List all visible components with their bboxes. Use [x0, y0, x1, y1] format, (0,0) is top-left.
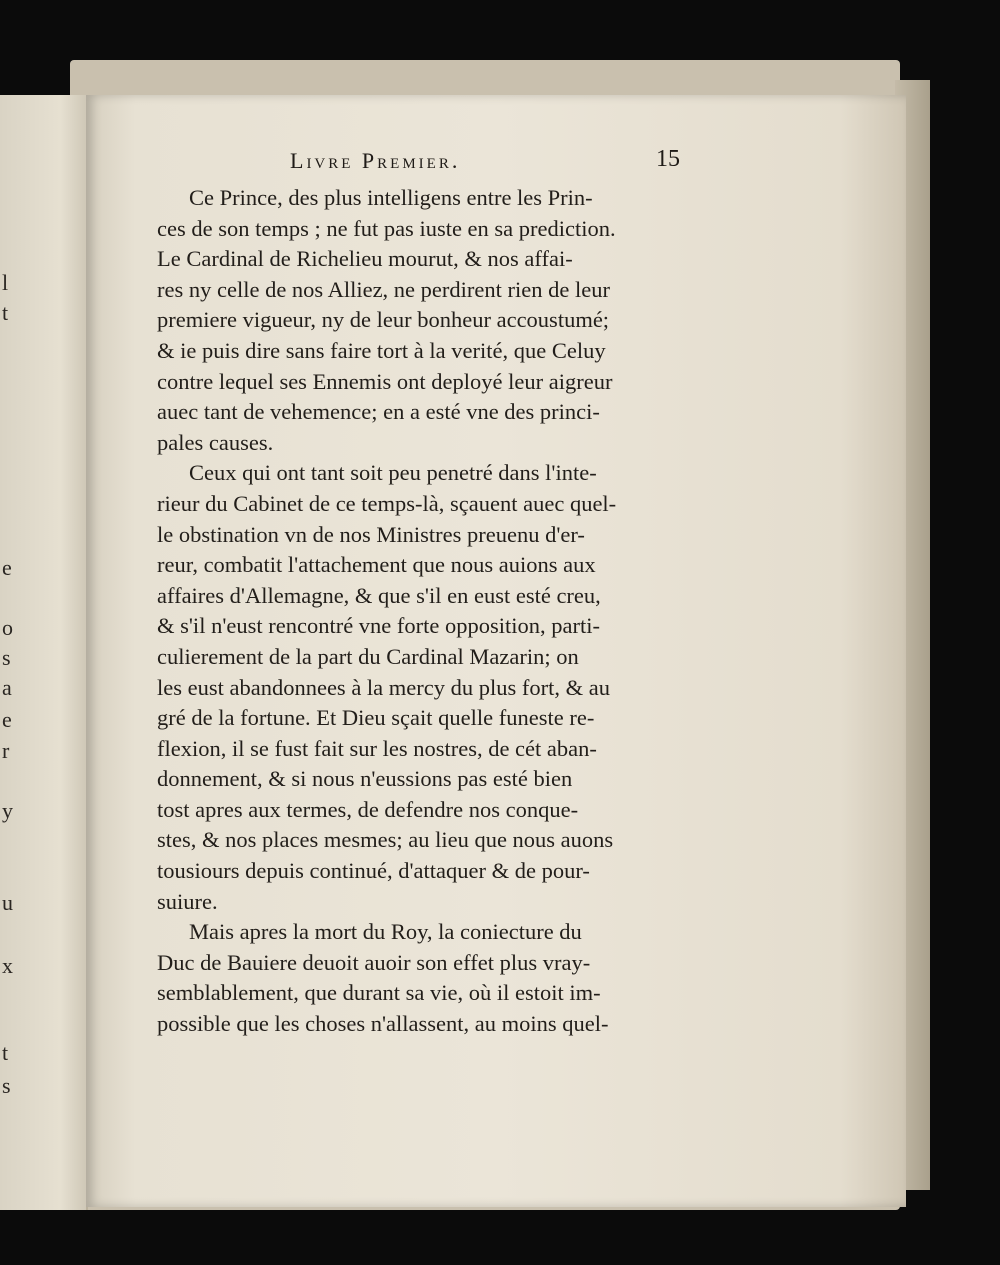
running-head: [290, 148, 680, 174]
text-line: & ie puis dire sans faire tort à la verité, que Celuy: [157, 337, 606, 363]
facing-page-letter: e: [2, 707, 12, 732]
text-line: possible que les choses n'allassent, au moins quel-: [157, 1011, 609, 1037]
text-line: le obstination vn de nos Ministres preuenu d'er-: [157, 521, 585, 547]
facing-page-letter: a: [2, 675, 12, 700]
text-line: & s'il n'eust rencontré vne forte opposition, parti-: [157, 613, 601, 639]
facing-page-letter: t: [2, 1040, 9, 1065]
body-text: [157, 183, 682, 1040]
text-line: ces de son temps ; ne fut pas iuste en sa prediction.: [157, 215, 616, 241]
text-line: Duc de Bauiere deuoit auoir son effet plus vray-: [157, 949, 591, 975]
text-line: les eust abandonnees à la mercy du plus fort, & au: [157, 674, 610, 700]
text-line: rieur du Cabinet de ce temps-là, sçauent auec quel-: [157, 490, 617, 516]
text-line: res ny celle de nos Alliez, ne perdirent rien de leur: [157, 276, 610, 302]
facing-page-letter: s: [2, 1073, 11, 1098]
text-line: donnement, & si nous n'eussions pas esté bien: [157, 766, 573, 792]
facing-page-letter: t: [2, 300, 9, 325]
text-line: flexion, il se fust fait sur les nostres, de cét aban-: [157, 735, 597, 761]
facing-page-letter: u: [2, 890, 13, 915]
facing-page-letter: s: [2, 645, 11, 670]
text-line: contre lequel ses Ennemis ont deployé leur aigreur: [157, 368, 613, 394]
facing-page-letter: x: [2, 953, 13, 978]
text-line: affaires d'Allemagne, & que s'il en eust esté creu,: [157, 582, 601, 608]
running-head-title: Livre Premier.: [290, 148, 461, 173]
text-line: gré de la fortune. Et Dieu sçait quelle funeste re-: [157, 705, 595, 731]
text-line: tost apres aux termes, de defendre nos conque-: [157, 796, 579, 822]
text-line: Le Cardinal de Richelieu mourut, & nos affai-: [157, 246, 573, 272]
text-line: premiere vigueur, ny de leur bonheur accoustumé;: [157, 307, 610, 333]
text-line: suiure.: [157, 888, 218, 914]
text-line: pales causes.: [157, 429, 274, 455]
page-number: 15: [656, 146, 680, 172]
facing-page-letter: o: [2, 615, 13, 640]
facing-page-letter: e: [2, 555, 12, 580]
text-line: Mais apres la mort du Roy, la coniecture du: [189, 919, 582, 945]
text-line: tousiours depuis continué, d'attaquer & de pour-: [157, 858, 590, 884]
facing-page-letter: l: [2, 270, 9, 295]
paragraph: [157, 917, 682, 1039]
facing-page: [0, 95, 88, 1210]
text-line: reur, combatit l'attachement que nous auions aux: [157, 552, 596, 578]
text-line: stes, & nos places mesmes; au lieu que nous auons: [157, 827, 614, 853]
text-line: auec tant de vehemence; en a esté vne des princi-: [157, 399, 600, 425]
facing-page-letter: r: [2, 738, 10, 763]
text-line: semblablement, que durant sa vie, où il estoit im-: [157, 980, 601, 1006]
text-line: culierement de la part du Cardinal Mazarin; on: [157, 643, 579, 669]
facing-page-letter: y: [2, 798, 13, 823]
paragraph: [157, 458, 682, 917]
paragraph: [157, 183, 682, 458]
text-line: Ceux qui ont tant soit peu penetré dans l'inte-: [189, 460, 597, 486]
text-line: Ce Prince, des plus intelligens entre les Prin-: [189, 185, 593, 210]
